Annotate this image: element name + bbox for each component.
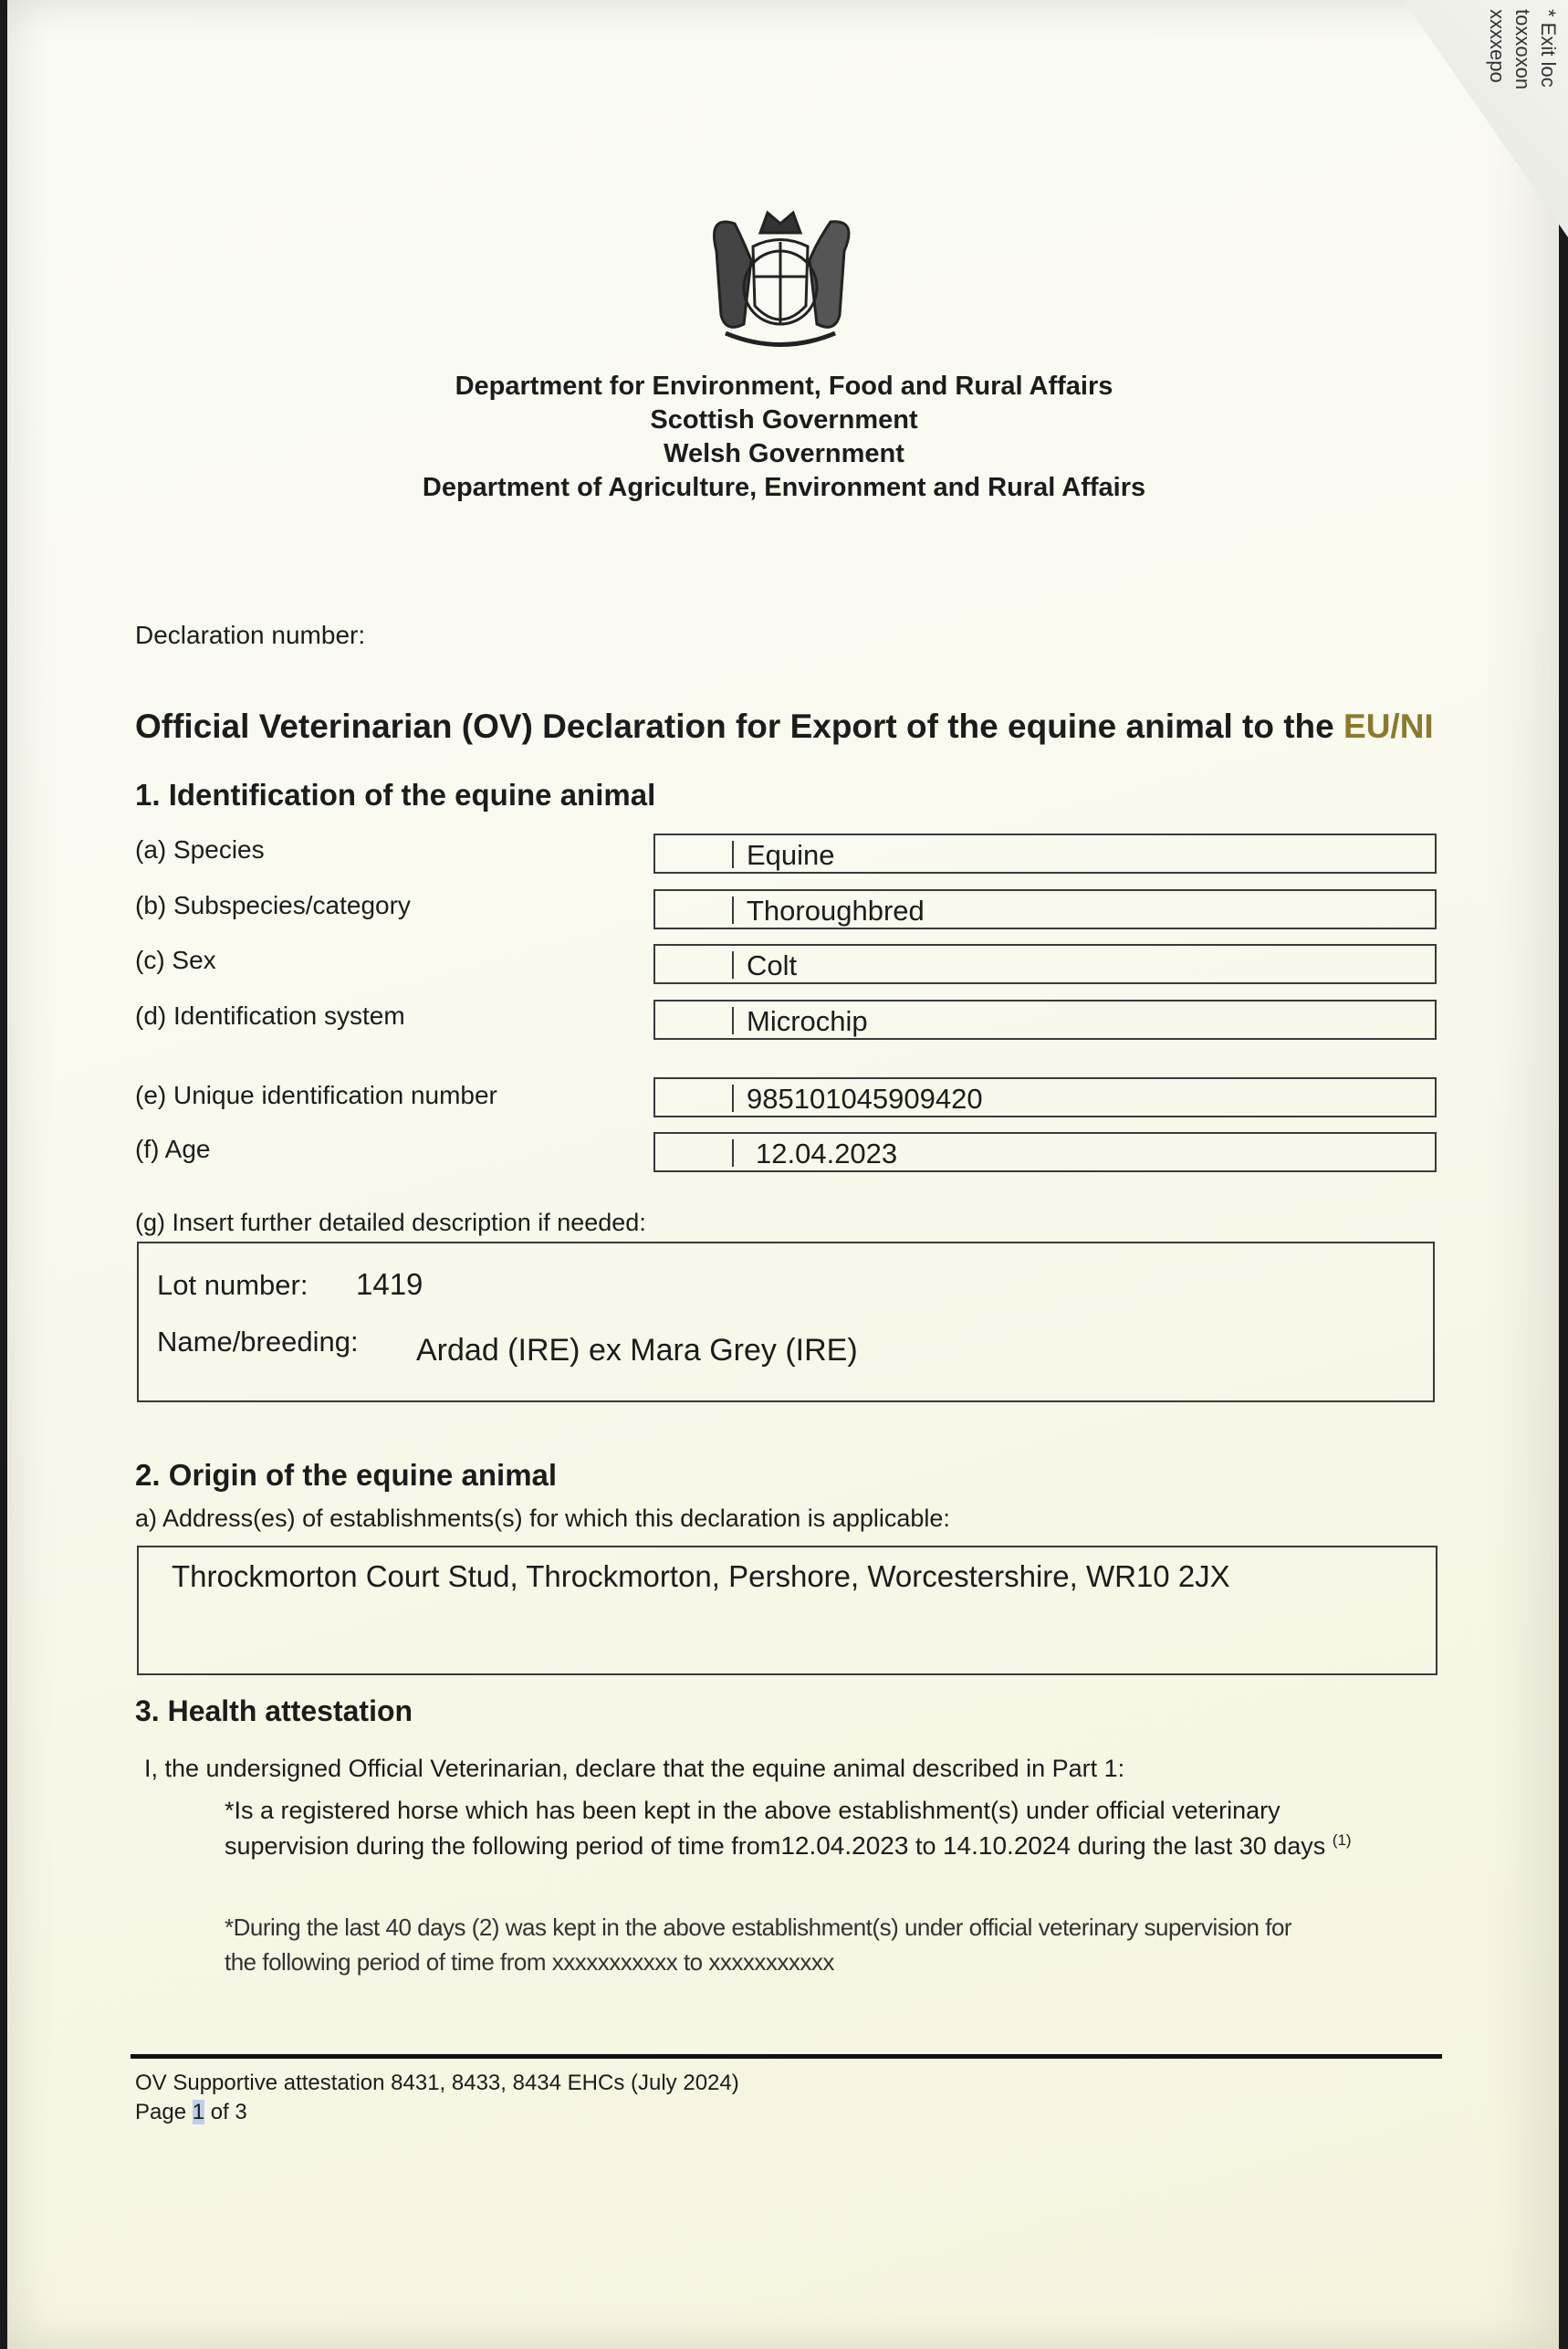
- identification-system-label: (d) Identification system: [135, 1001, 405, 1030]
- unique-id-label: (e) Unique identification number: [135, 1081, 497, 1109]
- health-line-2: [225, 1831, 1352, 1861]
- sex-field[interactable]: [653, 944, 1437, 984]
- struck-out-line-2: the following period of time from xxxxxxxxxxx to xxxxxxxxxxx: [225, 1948, 834, 1976]
- department-line-2: Scottish Government: [650, 405, 918, 435]
- page-suffix: of 3: [204, 2100, 247, 2124]
- subspecies-label: (b) Subspecies/category: [135, 891, 411, 919]
- document-title: [135, 708, 1434, 746]
- age-field[interactable]: [653, 1132, 1437, 1172]
- sex-value: Colt: [747, 949, 798, 981]
- species-field[interactable]: [653, 834, 1437, 874]
- date-from: 12.04.2023: [780, 1831, 909, 1860]
- page-prefix: Page: [135, 2100, 193, 2124]
- royal-coat-of-arms-crest: [689, 196, 872, 365]
- lot-number-value: 1419: [356, 1267, 423, 1301]
- footer-reference: OV Supportive attestation 8431, 8433, 8434 EHCs (July 2024): [135, 2071, 739, 2095]
- species-label: (a) Species: [135, 835, 265, 864]
- species-value: Equine: [747, 839, 835, 871]
- footer-divider: [131, 2054, 1442, 2059]
- age-label: (f) Age: [135, 1135, 211, 1163]
- footnote-1: (1): [1332, 1831, 1352, 1849]
- description-label: (g) Insert further detailed description if needed:: [135, 1209, 646, 1236]
- corner-text-line: toxxoxon: [1511, 9, 1534, 90]
- corner-text-line: xxxxepo: [1486, 9, 1509, 83]
- declaration-number-label: Declaration number:: [135, 621, 366, 649]
- section-3-heading: 3. Health attestation: [135, 1694, 413, 1727]
- identification-system-value: Microchip: [747, 1005, 868, 1037]
- to-word: to: [908, 1832, 943, 1860]
- date-to: 14.10.2024: [942, 1831, 1071, 1860]
- health-line-1: *Is a registered horse which has been kept in the above establishment(s) under official veterinary: [225, 1797, 1281, 1824]
- corner-text-line: * Exit loc: [1537, 9, 1560, 88]
- address-label: a) Address(es) of establishments(s) for which this declaration is applicable:: [135, 1505, 950, 1532]
- lot-number-label: Lot number:: [157, 1269, 308, 1301]
- page-current: 1: [192, 2100, 205, 2124]
- name-breeding-value: Ardad (IRE) ex Mara Grey (IRE): [416, 1333, 858, 1368]
- identification-system-field[interactable]: [653, 1000, 1437, 1040]
- sex-label: (c) Sex: [135, 946, 216, 974]
- corner-page-text: [1484, 9, 1561, 89]
- title-tail: EU/NI: [1343, 708, 1434, 745]
- health-line-2-end: during the last 30 days: [1071, 1832, 1333, 1860]
- department-line-1: Department for Environment, Food and Rural Affairs: [455, 372, 1113, 401]
- name-breeding-label: Name/breeding:: [157, 1326, 359, 1358]
- page-indicator: [135, 2100, 247, 2125]
- title-main: Official Veterinarian (OV) Declaration for Export of the equine animal to the: [135, 708, 1344, 745]
- subspecies-value: Thoroughbred: [747, 895, 925, 927]
- address-value: Throckmorton Court Stud, Throckmorton, Pershore, Worcestershire, WR10 2JX: [172, 1559, 1230, 1593]
- subspecies-field[interactable]: [653, 889, 1437, 929]
- age-value: 12.04.2023: [756, 1138, 898, 1169]
- struck-out-line-1: *During the last 40 days (2) was kept in the above establishment(s) under official veterinary supervision for: [225, 1914, 1292, 1941]
- department-line-3: Welsh Government: [664, 439, 904, 468]
- section-1-heading: 1. Identification of the equine animal: [135, 778, 656, 812]
- section-2-heading: 2. Origin of the equine animal: [135, 1458, 558, 1492]
- health-intro: I, the undersigned Official Veterinarian, declare that the equine animal described in Part 1:: [144, 1755, 1125, 1782]
- unique-id-field[interactable]: [653, 1077, 1437, 1117]
- department-line-4: Department of Agriculture, Environment and Rural Affairs: [422, 473, 1146, 502]
- description-box[interactable]: [137, 1242, 1435, 1402]
- health-line-2-start: supervision during the following period of time from: [225, 1832, 781, 1860]
- unique-id-value: 985101045909420: [747, 1083, 983, 1115]
